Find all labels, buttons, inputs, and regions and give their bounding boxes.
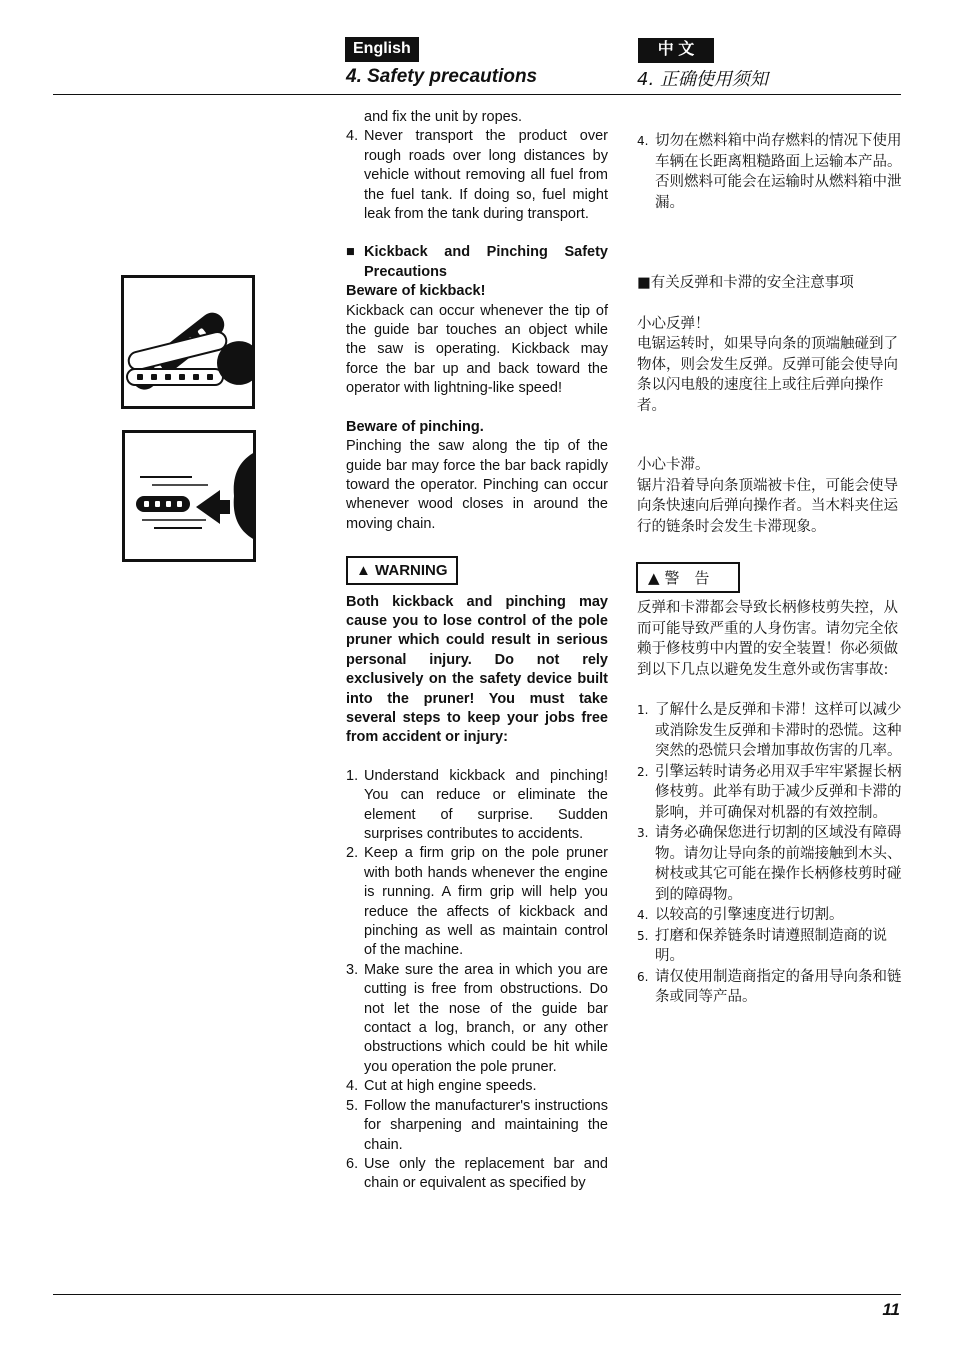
english-column <box>346 108 608 1194</box>
kickback-illustration <box>121 275 255 409</box>
intro-line: and fix the unit by ropes. <box>364 109 522 125</box>
warning-paragraph: 反弹和卡滞都会导致长柄修枝剪失控，从而可能导致严重的人身伤害。请勿完全依赖于修枝剪中内置的安全装置！你必须做到以下几点以避免发生意外或伤害事故: <box>637 600 898 678</box>
list-item <box>346 1155 608 1194</box>
list-text: 以较高的引擎速度进行切割。 <box>655 907 844 923</box>
pinching-paragraph: Pinching the saw along the tip of the guide bar may force the bar back rapidly toward the operator. Pinching can occur whenever wood closes in around the moving chain. <box>346 438 608 532</box>
chinese-warning-section <box>637 598 905 1008</box>
pinching-paragraph: 锯片沿着导向条顶端被卡住，可能会使导向条快速向后弹向操作者。当木料夹住运行的链条时会发生卡滞现象。 <box>637 477 898 535</box>
list-item <box>346 127 608 224</box>
list-number: 3. <box>346 961 359 978</box>
list-text: Never transport the product over rough roads over long distances by vehicle without removing all fuel from the fuel tank. If doing so, fuel might leak from the tank during transport. <box>364 128 608 223</box>
list-item <box>637 823 905 905</box>
list-item <box>346 767 608 845</box>
header-rule <box>53 94 901 95</box>
chinese-kickback-section <box>637 273 905 416</box>
list-item <box>637 905 905 926</box>
list-number: 4. <box>346 128 359 145</box>
english-steps-list <box>346 767 608 1194</box>
list-number: 6. <box>637 969 649 984</box>
list-number: 2. <box>346 845 359 862</box>
list-text: 请务必确保您进行切割的区域没有障碍物。请勿让导向条的前端接触到木头、树枝或其它可能在操作长柄修枝剪时碰到的障碍物。 <box>655 825 902 903</box>
kickback-heading-text: Kickback and Pinching Safety Precautions <box>364 244 608 280</box>
list-item <box>637 762 905 824</box>
list-text: 切勿在燃料箱中尚存燃料的情况下使用车辆在长距离粗糙路面上运输本产品。否则燃料可能会在运输时从燃料箱中泄漏。 <box>655 133 902 211</box>
list-item <box>346 1077 608 1096</box>
warning-triangle-icon: ▲ <box>648 569 660 587</box>
warning-paragraph: Both kickback and pinching may cause you to lose control of the pole pruner which could result in serious personal injury. Do not rely exclusively on the safety device built into the pruner! You must take several steps to keep your jobs free from accident or injury: <box>346 593 608 746</box>
kickback-heading <box>346 243 608 282</box>
warning-label: 警 告 <box>664 569 710 587</box>
list-item <box>637 700 905 762</box>
list-number: 1. <box>637 703 649 717</box>
list-number: 4. <box>346 1078 359 1095</box>
list-item <box>637 131 905 213</box>
section-title-english: 4. Safety precautions <box>346 66 538 87</box>
list-number: 5. <box>346 1097 359 1114</box>
kickback-paragraph: Kickback can occur whenever the tip of the guide bar touches an object while the saw is operating. Kickback may force the bar up and back toward the operator with lightning-like speed! <box>346 302 608 397</box>
pinching-illustration <box>122 430 256 562</box>
list-text: 请仅使用制造商指定的备用导向条和链条或同等产品。 <box>655 968 902 1005</box>
list-text: Use only the replacement bar and chain or equivalent as specified by <box>364 1155 608 1192</box>
list-text: Understand kickback and pinching! You can reduce or eliminate the element of surprise. Sudden surprises contributes to accidents. <box>364 767 608 842</box>
beware-kickback-heading: Beware of kickback! <box>346 283 486 300</box>
beware-pinching-heading: 小心卡滞。 <box>637 457 710 473</box>
list-number: 2. <box>637 764 649 779</box>
list-number: 4. <box>637 134 649 148</box>
list-item <box>637 926 905 967</box>
warning-triangle-icon: ▲ <box>356 562 371 580</box>
list-text: 了解什么是反弹和卡滞！这样可以减少或消除发生反弹和卡滞时的恐慌。这种突然的恐慌只会增加事故伤害的几率。 <box>655 702 902 759</box>
list-text: 打磨和保养链条时请遵照制造商的说明。 <box>655 927 887 964</box>
list-text: Cut at high engine speeds. <box>364 1078 537 1095</box>
list-number: 4. <box>637 908 649 922</box>
chinese-column <box>637 131 905 213</box>
list-item <box>346 1097 608 1155</box>
square-bullet-icon: ■ <box>346 244 355 261</box>
beware-kickback-heading: 小心反弹！ <box>637 315 710 332</box>
chinese-pinching-section <box>637 455 905 537</box>
list-number: 5. <box>637 928 649 943</box>
section-title-chinese: 4. 正确使用须知 <box>637 69 768 90</box>
page-number: 11 <box>882 1300 900 1319</box>
list-item <box>637 967 905 1008</box>
list-number: 1. <box>346 767 359 784</box>
footer-rule <box>53 1294 901 1295</box>
beware-pinching-heading: Beware of pinching. <box>346 418 484 435</box>
list-text: Keep a firm grip on the pole pruner with both hands whenever the engine is running. A firm grip will help you reduce the affects of kickback and pinching as well as maintain control of the machine. <box>364 845 608 959</box>
list-item <box>346 961 608 1077</box>
warning-label: WARNING <box>375 562 448 580</box>
warning-box-chinese <box>636 562 740 593</box>
list-item <box>346 844 608 960</box>
list-number: 6. <box>346 1155 359 1172</box>
warning-box <box>346 556 458 584</box>
list-text: 引擎运转时请务必用双手牢牢紧握长柄修枝剪。此举有助于减少反弹和卡滞的影响，并可确保对机器的有效控制。 <box>655 763 902 821</box>
list-text: Make sure the area in which you are cutting is free from obstructions. Do not let the nose of the guide bar contact a log, branch, or any other obstructions which could be hit while you operation the pole pruner. <box>364 961 608 1075</box>
language-badge-english: English <box>345 37 419 62</box>
kickback-paragraph: 电锯运转时，如果导向条的顶端触碰到了物体，则会发生反弹。反弹可能会使导向条以闪电般的速度往上或往后弹向操作者。 <box>637 336 898 414</box>
list-text: Follow the manufacturer's instructions for sharpening and maintaining the chain. <box>364 1097 608 1153</box>
language-badge-chinese: 中 文 <box>638 38 714 63</box>
kickback-heading: ■有关反弹和卡滞的安全注意事项 <box>637 275 854 291</box>
list-number: 3. <box>637 826 649 840</box>
